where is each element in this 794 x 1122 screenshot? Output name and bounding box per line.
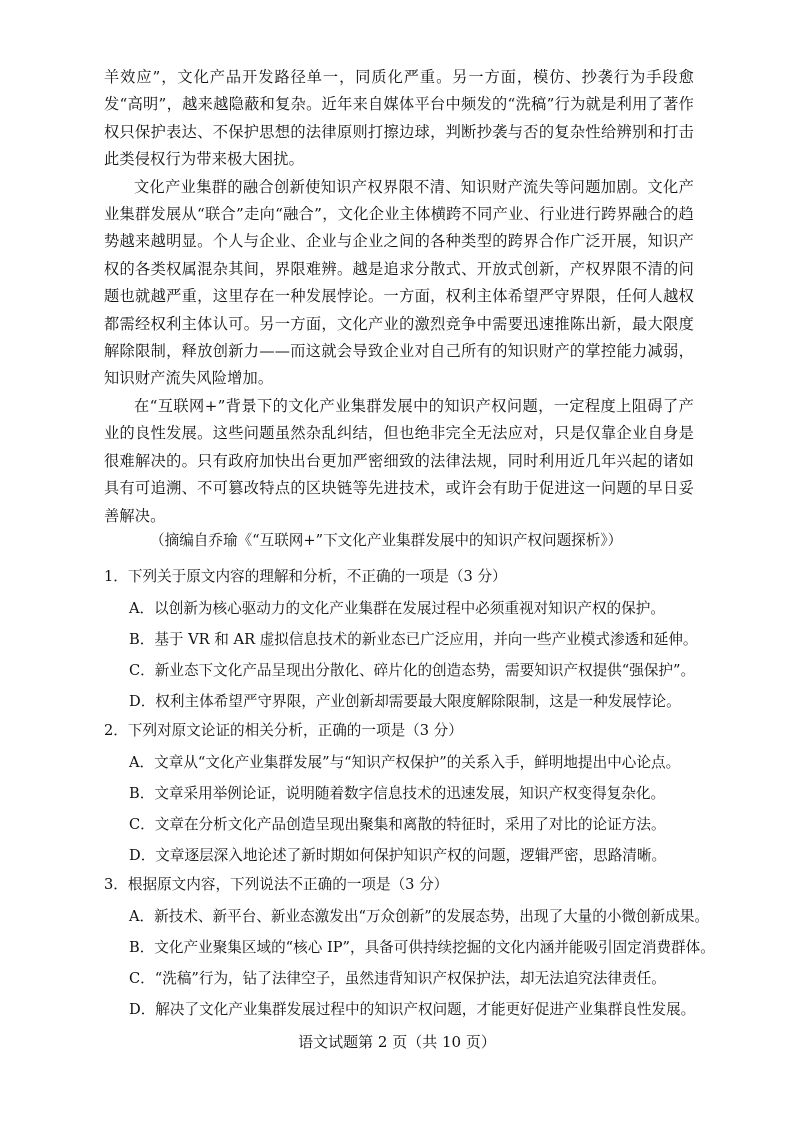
question-3-option-a: A．新技术、新平台、新业态激发出“万众创新”的发展态势，出现了大量的小微创新成果。 xyxy=(129,908,710,925)
reading-passage xyxy=(104,64,694,530)
question-3-option-c: C．“洗稿”行为，钻了法律空子，虽然违背知识产权保护法，却无法追究法律责任。 xyxy=(129,970,666,987)
page-footer: 语文试题第 2 页（共 10 页） xyxy=(298,1033,496,1051)
question-1 xyxy=(104,561,704,717)
question-3-option-b: B．文化产业聚集区域的“核心 IP”，具备可供持续挖掘的文化内涵并能吸引固定消费群体。 xyxy=(129,939,715,956)
passage-source: （摘编自乔瑜《“互联网+”下文化产业集群发展中的知识产权问题探析》） xyxy=(150,532,623,549)
passage-paragraph-1: 羊效应”，文化产品开发路径单一，同质化严重。另一方面，模仿、抄袭行为手段愈发“高明”，越来越隐蔽和复杂。近年来自媒体平台中频发的“洗稿”行为就是利用了著作权只保护表达、不保护思想的法律原则打擦边球，判断抄袭与否的复杂性给辨别和打击此类侵权行为带来极大困扰。 xyxy=(104,68,694,169)
question-3 xyxy=(104,869,715,1025)
question-2-stem: 2．下列对原文论证的相关分析，正确的一项是（3 分） xyxy=(104,722,463,739)
question-3-option-d: D．解决了文化产业集群发展过程中的知识产权问题，才能更好促进产业集群良性发展。 xyxy=(129,1001,696,1018)
question-3-stem: 3．根据原文内容，下列说法不正确的一项是（3 分） xyxy=(104,876,449,893)
question-1-option-c: C．新业态下文化产品呈现出分散化、碎片化的创造态势，需要知识产权提供“强保护”。 xyxy=(129,662,696,679)
question-2-option-b: B．文章采用举例论证，说明随着数字信息技术的迅速发展，知识产权变得复杂化。 xyxy=(129,785,666,802)
question-2-option-d: D．文章逐层深入地论述了新时期如何保护知识产权的问题，逻辑严密，思路清晰。 xyxy=(129,847,667,864)
question-1-stem: 1．下列关于原文内容的理解和分析，不正确的一项是（3 分） xyxy=(104,568,507,585)
question-1-option-b: B．基于 VR 和 AR 虚拟信息技术的新业态已广泛应用，并向一些产业模式渗透和延伸。 xyxy=(129,631,698,648)
passage-paragraph-3: 在“互联网+”背景下的文化产业集群发展中的知识产权问题，一定程度上阻碍了产业的良性发展。这些问题虽然杂乱纠结，但也绝非完全无法应对，只是仅靠企业自身是很难解决的。只有政府加快出台更加严密细致的法律法规，同时利用近几年兴起的诸如具有可追溯、不可篡改特点的区块链等先进技术，或许会有助于促进这一问题的早日妥善解决。 xyxy=(104,396,694,525)
passage-paragraph-2: 文化产业集群的融合创新使知识产权界限不清、知识财产流失等问题加剧。文化产业集群发展从“联合”走向“融合”，文化企业主体横跨不同产业、行业进行跨界融合的趋势越来越明显。个人与企业、企业与企业之间的各种类型的跨界合作广泛开展，知识产权的各类权属混杂其间，界限难辨。越是追求分散式、开放式创新，产权界限不清的问题也就越严重，这里存在一种发展悖论。一方面，权利主体希望严守界限，任何人越权都需经权利主体认可。另一方面，文化产业的激烈竞争中需要迅速推陈出新，最大限度解除限制，释放创新力——而这就会导致企业对自己所有的知识财产的掌控能力减弱，知识财产流失风险增加。 xyxy=(104,177,694,388)
question-2-option-a: A．文章从“文化产业集群发展”与“知识产权保护”的关系入手，鲜明地提出中心论点。 xyxy=(129,754,681,771)
question-2 xyxy=(104,715,704,871)
question-1-option-a: A．以创新为核心驱动力的文化产业集群在发展过程中必须重视对知识产权的保护。 xyxy=(129,600,665,617)
question-1-option-d: D．权利主体希望严守界限，产业创新却需要最大限度解除限制，这是一种发展悖论。 xyxy=(129,693,681,710)
question-2-option-c: C．文章在分析文化产品创造呈现出聚集和离散的特征时，采用了对比的论证方法。 xyxy=(129,816,666,833)
